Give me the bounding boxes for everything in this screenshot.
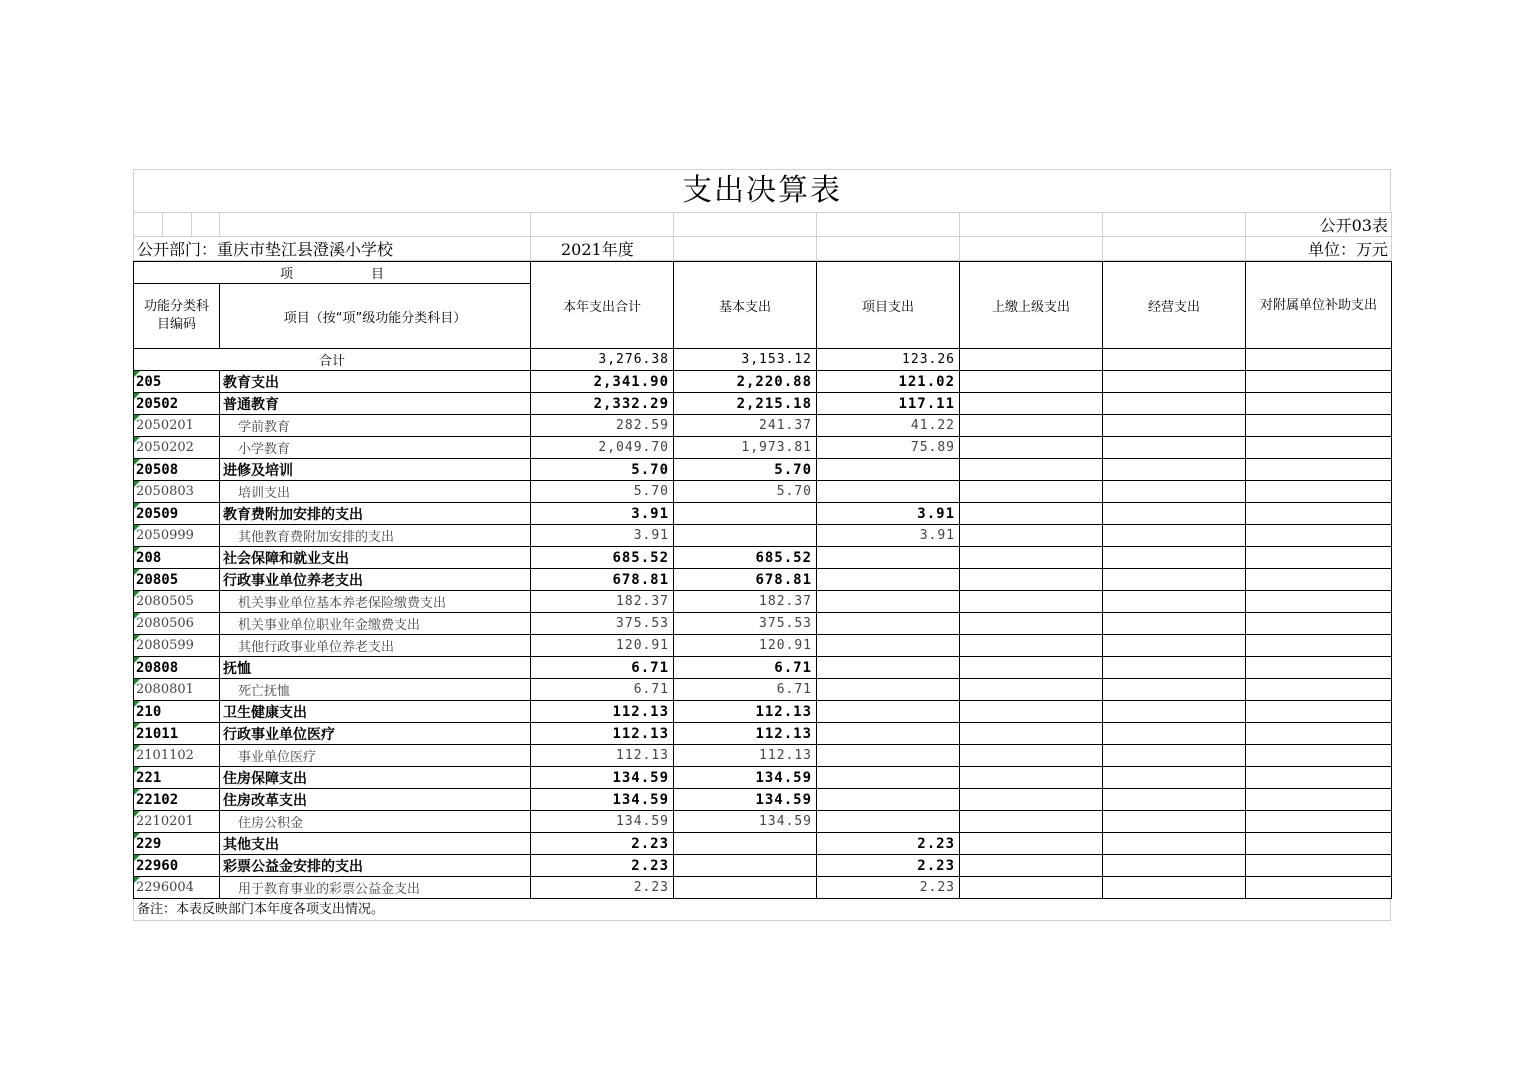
row-basic: 112.13 [674, 745, 817, 767]
meta-table [133, 212, 1392, 261]
row-upper [960, 503, 1103, 525]
cell-flag-icon [134, 569, 140, 575]
row-upper [960, 371, 1103, 393]
row-upper [960, 393, 1103, 415]
row-subsidy [1246, 525, 1392, 547]
expenditure-sheet [133, 169, 1391, 921]
row-code [134, 635, 220, 657]
row-business [1103, 635, 1246, 657]
row-project: 2.23 [817, 833, 960, 855]
cell-flag-icon [134, 613, 140, 619]
total-amount: 3,276.38 [531, 349, 674, 371]
row-business [1103, 679, 1246, 701]
row-subsidy [1246, 745, 1392, 767]
row-basic: 2,220.88 [674, 371, 817, 393]
row-code [134, 503, 220, 525]
row-business [1103, 855, 1246, 877]
row-code-text: 20805 [136, 571, 179, 588]
row-subsidy [1246, 679, 1392, 701]
row-code [134, 569, 220, 591]
row-code-text: 229 [136, 835, 162, 852]
table-row [134, 723, 1392, 745]
row-subsidy [1246, 481, 1392, 503]
row-total: 678.81 [531, 569, 674, 591]
table-row [134, 437, 1392, 459]
row-project: 41.22 [817, 415, 960, 437]
row-code [134, 767, 220, 789]
row-subsidy [1246, 635, 1392, 657]
row-subsidy [1246, 855, 1392, 877]
row-project: 75.89 [817, 437, 960, 459]
row-code-text: 2080801 [136, 682, 194, 697]
row-name: 抚恤 [220, 657, 531, 679]
unit-label: 单位：万元 [1246, 237, 1392, 261]
form-number-row [134, 213, 1392, 237]
row-subsidy [1246, 701, 1392, 723]
row-total: 5.70 [531, 481, 674, 503]
row-project: 2.23 [817, 877, 960, 899]
table-row [134, 503, 1392, 525]
cell-flag-icon [134, 833, 140, 839]
row-name: 教育费附加安排的支出 [220, 503, 531, 525]
row-total: 282.59 [531, 415, 674, 437]
row-total: 6.71 [531, 657, 674, 679]
row-basic: 2,215.18 [674, 393, 817, 415]
row-code-text: 22960 [136, 857, 179, 874]
total-label: 合计 [134, 349, 531, 371]
header-code: 功能分类科目编码 [134, 284, 220, 349]
row-project [817, 811, 960, 833]
row-upper [960, 569, 1103, 591]
row-subsidy [1246, 811, 1392, 833]
row-subsidy [1246, 569, 1392, 591]
row-upper [960, 415, 1103, 437]
row-basic: 134.59 [674, 767, 817, 789]
row-business [1103, 481, 1246, 503]
row-basic: 112.13 [674, 723, 817, 745]
row-name: 进修及培训 [220, 459, 531, 481]
row-name: 其他行政事业单位养老支出 [220, 635, 531, 657]
row-total: 5.70 [531, 459, 674, 481]
row-total: 375.53 [531, 613, 674, 635]
row-basic [674, 877, 817, 899]
cell-flag-icon [134, 371, 140, 377]
row-project [817, 613, 960, 635]
expenditure-table [133, 261, 1392, 899]
row-subsidy [1246, 657, 1392, 679]
cell-flag-icon [134, 855, 140, 861]
table-row [134, 591, 1392, 613]
row-subsidy [1246, 767, 1392, 789]
row-upper [960, 657, 1103, 679]
cell-flag-icon [134, 657, 140, 663]
row-code-text: 2101102 [136, 748, 194, 763]
row-project: 3.91 [817, 525, 960, 547]
row-code [134, 811, 220, 833]
row-subsidy [1246, 459, 1392, 481]
row-business [1103, 877, 1246, 899]
row-total: 134.59 [531, 811, 674, 833]
cell-flag-icon [134, 415, 140, 421]
row-name: 其他教育费附加安排的支出 [220, 525, 531, 547]
row-upper [960, 767, 1103, 789]
sheet-title: 支出决算表 [133, 169, 1391, 212]
row-basic [674, 503, 817, 525]
row-subsidy [1246, 723, 1392, 745]
row-project [817, 459, 960, 481]
row-project [817, 723, 960, 745]
header-basic: 基本支出 [674, 262, 817, 349]
row-code [134, 437, 220, 459]
row-code-text: 2080599 [136, 638, 194, 653]
row-basic [674, 525, 817, 547]
row-basic [674, 855, 817, 877]
table-row [134, 371, 1392, 393]
row-business [1103, 437, 1246, 459]
row-project [817, 679, 960, 701]
row-name: 培训支出 [220, 481, 531, 503]
table-row [134, 525, 1392, 547]
row-upper [960, 833, 1103, 855]
row-total: 182.37 [531, 591, 674, 613]
row-subsidy [1246, 591, 1392, 613]
row-code-text: 2210201 [136, 814, 194, 829]
cell-flag-icon [134, 723, 140, 729]
row-total: 2.23 [531, 877, 674, 899]
table-row [134, 811, 1392, 833]
row-code-text: 20502 [136, 395, 179, 412]
row-upper [960, 723, 1103, 745]
row-code [134, 855, 220, 877]
row-code-text: 20808 [136, 659, 179, 676]
row-upper [960, 745, 1103, 767]
row-name: 住房保障支出 [220, 767, 531, 789]
row-code-text: 22102 [136, 791, 179, 808]
row-business [1103, 459, 1246, 481]
cell-flag-icon [134, 481, 140, 487]
row-total: 2.23 [531, 833, 674, 855]
row-upper [960, 789, 1103, 811]
row-upper [960, 679, 1103, 701]
row-total: 2,049.70 [531, 437, 674, 459]
cell-flag-icon [134, 635, 140, 641]
row-code-text: 2050201 [136, 418, 194, 433]
table-row [134, 635, 1392, 657]
header-subsidy: 对附属单位补助支出 [1246, 262, 1392, 349]
row-project: 2.23 [817, 855, 960, 877]
row-code [134, 701, 220, 723]
row-business [1103, 657, 1246, 679]
row-business [1103, 613, 1246, 635]
footnote: 备注：本表反映部门本年度各项支出情况。 [133, 899, 1391, 921]
row-project [817, 789, 960, 811]
row-upper [960, 437, 1103, 459]
row-name: 行政事业单位医疗 [220, 723, 531, 745]
row-upper [960, 855, 1103, 877]
row-business [1103, 525, 1246, 547]
row-subsidy [1246, 613, 1392, 635]
row-code-text: 20509 [136, 505, 179, 522]
header-total: 本年支出合计 [531, 262, 674, 349]
row-basic: 6.71 [674, 657, 817, 679]
row-project [817, 635, 960, 657]
row-name: 行政事业单位养老支出 [220, 569, 531, 591]
row-total: 3.91 [531, 525, 674, 547]
row-business [1103, 393, 1246, 415]
cell-flag-icon [134, 459, 140, 465]
table-row [134, 459, 1392, 481]
row-code-text: 210 [136, 703, 162, 720]
row-basic: 685.52 [674, 547, 817, 569]
cell-flag-icon [134, 393, 140, 399]
row-code [134, 723, 220, 745]
row-name: 学前教育 [220, 415, 531, 437]
row-name: 彩票公益金安排的支出 [220, 855, 531, 877]
row-project [817, 701, 960, 723]
table-row [134, 679, 1392, 701]
row-upper [960, 701, 1103, 723]
total-basic: 3,153.12 [674, 349, 817, 371]
department-row [134, 237, 1392, 261]
cell-flag-icon [134, 679, 140, 685]
row-code [134, 481, 220, 503]
row-subsidy [1246, 877, 1392, 899]
row-code-text: 221 [136, 769, 162, 786]
row-business [1103, 767, 1246, 789]
row-basic: 5.70 [674, 459, 817, 481]
row-business [1103, 745, 1246, 767]
row-basic: 375.53 [674, 613, 817, 635]
cell-flag-icon [134, 591, 140, 597]
row-total: 3.91 [531, 503, 674, 525]
row-name: 住房公积金 [220, 811, 531, 833]
row-code-text: 2050202 [136, 440, 194, 455]
row-name: 事业单位医疗 [220, 745, 531, 767]
cell-flag-icon [134, 547, 140, 553]
row-code [134, 877, 220, 899]
row-upper [960, 481, 1103, 503]
row-subsidy [1246, 547, 1392, 569]
row-code-text: 2050999 [136, 528, 194, 543]
row-total: 134.59 [531, 789, 674, 811]
row-total: 112.13 [531, 701, 674, 723]
row-upper [960, 613, 1103, 635]
header-name: 项目（按“项”级功能分类科目） [220, 284, 531, 349]
row-upper [960, 877, 1103, 899]
cell-flag-icon [134, 877, 140, 883]
form-number: 公开03表 [1246, 213, 1392, 237]
row-project [817, 569, 960, 591]
cell-flag-icon [134, 437, 140, 443]
header-row-1 [134, 262, 1392, 284]
row-code-text: 2080505 [136, 594, 194, 609]
row-upper [960, 591, 1103, 613]
cell-flag-icon [134, 701, 140, 707]
row-basic: 112.13 [674, 701, 817, 723]
table-row [134, 393, 1392, 415]
header-item-group: 项 目 [134, 262, 531, 284]
row-code-text: 208 [136, 549, 162, 566]
row-basic: 134.59 [674, 789, 817, 811]
row-code-text: 2080506 [136, 616, 194, 631]
row-code-text: 205 [136, 373, 162, 390]
row-business [1103, 789, 1246, 811]
row-code [134, 371, 220, 393]
row-code-text: 20508 [136, 461, 179, 478]
header-project: 项目支出 [817, 262, 960, 349]
row-name: 卫生健康支出 [220, 701, 531, 723]
table-row [134, 415, 1392, 437]
cell-flag-icon [134, 503, 140, 509]
table-row [134, 745, 1392, 767]
table-row [134, 877, 1392, 899]
table-body [134, 349, 1392, 899]
row-business [1103, 591, 1246, 613]
table-row [134, 701, 1392, 723]
row-project [817, 591, 960, 613]
row-total: 685.52 [531, 547, 674, 569]
row-business [1103, 569, 1246, 591]
table-row [134, 767, 1392, 789]
header-upper: 上缴上级支出 [960, 262, 1103, 349]
row-basic: 1,973.81 [674, 437, 817, 459]
row-project [817, 657, 960, 679]
cell-flag-icon [134, 811, 140, 817]
table-row [134, 569, 1392, 591]
row-upper [960, 547, 1103, 569]
row-total: 120.91 [531, 635, 674, 657]
row-total: 2.23 [531, 855, 674, 877]
row-business [1103, 503, 1246, 525]
row-upper [960, 459, 1103, 481]
row-business [1103, 833, 1246, 855]
row-basic: 182.37 [674, 591, 817, 613]
row-name: 机关事业单位职业年金缴费支出 [220, 613, 531, 635]
fiscal-year: 2021年度 [531, 237, 674, 261]
row-upper [960, 811, 1103, 833]
row-business [1103, 701, 1246, 723]
row-subsidy [1246, 371, 1392, 393]
row-name: 教育支出 [220, 371, 531, 393]
row-subsidy [1246, 503, 1392, 525]
row-subsidy [1246, 415, 1392, 437]
row-basic: 5.70 [674, 481, 817, 503]
row-code [134, 547, 220, 569]
row-name: 用于教育事业的彩票公益金支出 [220, 877, 531, 899]
cell-flag-icon [134, 745, 140, 751]
row-code [134, 679, 220, 701]
row-name: 其他支出 [220, 833, 531, 855]
cell-flag-icon [134, 767, 140, 773]
table-row [134, 547, 1392, 569]
row-basic: 6.71 [674, 679, 817, 701]
table-row [134, 855, 1392, 877]
row-total: 134.59 [531, 767, 674, 789]
row-basic: 241.37 [674, 415, 817, 437]
row-basic: 678.81 [674, 569, 817, 591]
row-code [134, 393, 220, 415]
row-project [817, 547, 960, 569]
row-business [1103, 811, 1246, 833]
row-total: 112.13 [531, 745, 674, 767]
table-row [134, 789, 1392, 811]
row-total: 2,341.90 [531, 371, 674, 393]
row-project: 121.02 [817, 371, 960, 393]
row-business [1103, 415, 1246, 437]
row-subsidy [1246, 393, 1392, 415]
row-basic: 134.59 [674, 811, 817, 833]
row-code [134, 459, 220, 481]
row-project [817, 481, 960, 503]
row-code [134, 415, 220, 437]
row-code [134, 525, 220, 547]
row-project [817, 767, 960, 789]
row-subsidy [1246, 833, 1392, 855]
row-total: 6.71 [531, 679, 674, 701]
header-business: 经营支出 [1103, 262, 1246, 349]
row-code-text: 21011 [136, 725, 179, 742]
row-name: 机关事业单位基本养老保险缴费支出 [220, 591, 531, 613]
row-code [134, 833, 220, 855]
row-project [817, 745, 960, 767]
row-basic: 120.91 [674, 635, 817, 657]
row-code [134, 789, 220, 811]
row-name: 小学教育 [220, 437, 531, 459]
table-row [134, 833, 1392, 855]
cell-flag-icon [134, 789, 140, 795]
department-label: 公开部门：重庆市垫江县澄溪小学校 [134, 237, 531, 261]
total-project: 123.26 [817, 349, 960, 371]
row-basic [674, 833, 817, 855]
row-name: 社会保障和就业支出 [220, 547, 531, 569]
row-business [1103, 547, 1246, 569]
table-row [134, 481, 1392, 503]
row-subsidy [1246, 437, 1392, 459]
row-project: 117.11 [817, 393, 960, 415]
row-code [134, 657, 220, 679]
row-name: 住房改革支出 [220, 789, 531, 811]
row-subsidy [1246, 789, 1392, 811]
row-project: 3.91 [817, 503, 960, 525]
row-code-text: 2296004 [136, 880, 194, 895]
row-upper [960, 635, 1103, 657]
row-business [1103, 723, 1246, 745]
cell-flag-icon [134, 525, 140, 531]
table-row [134, 657, 1392, 679]
row-name: 普通教育 [220, 393, 531, 415]
row-total: 112.13 [531, 723, 674, 745]
total-row [134, 349, 1392, 371]
row-total: 2,332.29 [531, 393, 674, 415]
row-code-text: 2050803 [136, 484, 194, 499]
row-code [134, 745, 220, 767]
row-code [134, 613, 220, 635]
row-name: 死亡抚恤 [220, 679, 531, 701]
row-business [1103, 371, 1246, 393]
row-code [134, 591, 220, 613]
table-row [134, 613, 1392, 635]
row-upper [960, 525, 1103, 547]
